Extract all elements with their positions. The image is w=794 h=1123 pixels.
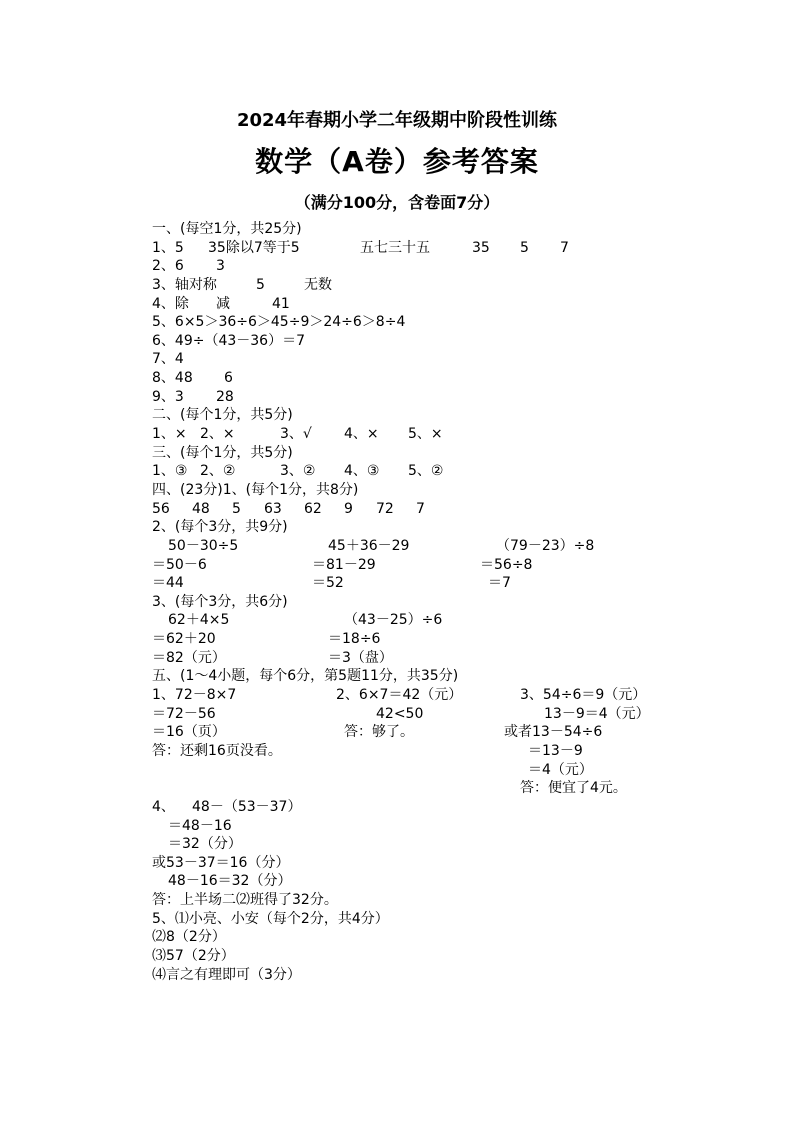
answer-text: 4、 <box>152 798 175 815</box>
answer-text: 4、除 <box>152 295 189 312</box>
answer-text: ＝52 <box>312 575 344 592</box>
answer-text: 9、3 <box>152 388 184 405</box>
answer-text: 3、54÷6＝9（元） <box>520 687 647 704</box>
answer-line <box>152 854 712 873</box>
answer-line <box>152 835 712 854</box>
answer-text: 2、6 <box>152 258 184 275</box>
answer-text: 6、49÷（43－36）＝7 <box>152 332 305 349</box>
answer-text: ＝56÷8 <box>480 556 533 573</box>
answer-line <box>152 891 712 910</box>
answer-line <box>152 425 712 444</box>
answer-line <box>152 723 712 742</box>
answer-text: 41 <box>272 295 290 312</box>
answer-line <box>152 966 712 985</box>
answer-line <box>152 481 712 500</box>
answer-text: ＝3（盘） <box>328 649 393 666</box>
answer-line <box>152 220 712 239</box>
answer-text: 1、72－8×7 <box>152 687 237 704</box>
answer-line <box>152 817 712 836</box>
answer-line <box>152 705 712 724</box>
answer-text: 35 <box>472 239 490 256</box>
answer-text: 二、(每个1分，共5分) <box>152 407 293 424</box>
answer-text: 35除以7等于5 <box>208 239 300 256</box>
answer-text: （79－23）÷8 <box>496 537 595 554</box>
answer-text: ⑶57（2分） <box>152 947 235 964</box>
answer-text: ＝62＋20 <box>152 631 216 648</box>
answer-text: 答：还剩16页没看。 <box>152 742 282 759</box>
answer-text: 5、② <box>408 463 444 480</box>
answer-text: 2、6×7＝42（元） <box>336 687 463 704</box>
answer-text: 28 <box>216 388 234 405</box>
answer-line <box>152 611 712 630</box>
answer-line <box>152 742 712 761</box>
answer-text: 6 <box>224 370 233 387</box>
answer-text: 五七三十五 <box>360 239 430 256</box>
answer-text: 2、× <box>200 426 235 443</box>
answer-text: 5、⑴小亮、小安（每个2分，共4分） <box>152 910 389 927</box>
answer-line <box>152 518 712 537</box>
answer-text: 3、轴对称 <box>152 276 217 293</box>
answer-text: 8、48 <box>152 370 193 387</box>
answer-text: 1、③ <box>152 463 188 480</box>
answer-text: 一、(每空1分，共25分) <box>152 221 302 237</box>
answer-text: ⑷言之有理即可（3分） <box>152 966 301 983</box>
answer-text: 42<50 <box>376 705 424 722</box>
answer-text: 或53－37＝16（分） <box>152 854 290 871</box>
answer-text: ＝32（分） <box>168 836 242 853</box>
answer-body <box>152 220 712 984</box>
answer-text: 答：上半场二⑵班得了32分。 <box>152 892 338 909</box>
answer-text: ＝4（元） <box>528 761 593 778</box>
answer-line <box>152 295 712 314</box>
answer-text: 四、(23分)1、(每个1分，共8分) <box>152 481 359 498</box>
answer-text: ＝7 <box>488 575 511 592</box>
answer-line <box>152 761 712 780</box>
answer-line <box>152 649 712 668</box>
answer-line <box>152 593 712 612</box>
answer-line <box>152 928 712 947</box>
answer-text: 答：便宜了4元。 <box>520 780 627 797</box>
answer-text: 5、× <box>408 426 443 443</box>
answer-line <box>152 574 712 593</box>
answer-text: 答：够了。 <box>344 724 414 741</box>
answer-line <box>152 239 712 258</box>
answer-line <box>152 369 712 388</box>
answer-text: 或者13－54÷6 <box>504 724 603 741</box>
answer-line <box>152 686 712 705</box>
answer-text: ＝50－6 <box>152 556 207 573</box>
answer-text: 4、× <box>344 426 379 443</box>
answer-text: 1、× <box>152 426 187 443</box>
answer-line <box>152 350 712 369</box>
answer-line <box>152 872 712 891</box>
answer-text: ＝13－9 <box>528 742 583 759</box>
answer-text: 1、5 <box>152 239 184 256</box>
answer-line <box>152 257 712 276</box>
answer-line <box>152 462 712 481</box>
answer-text: 7、4 <box>152 351 184 368</box>
answer-line <box>152 630 712 649</box>
answer-text: 72 <box>376 500 394 517</box>
answer-line <box>152 406 712 425</box>
answer-text: 5 <box>232 500 241 517</box>
answer-text: 50－30÷5 <box>168 537 239 554</box>
answer-text: ＝18÷6 <box>328 631 381 648</box>
exam-title: 2024年春期小学二年级期中阶段性训练 <box>236 110 558 131</box>
score-note: （满分100分，含卷面7分） <box>294 193 500 212</box>
answer-text: 48－（53－37） <box>192 798 302 815</box>
answer-line <box>152 313 712 332</box>
answer-line <box>152 910 712 929</box>
answer-line <box>152 556 712 575</box>
answer-text: 62 <box>304 500 322 517</box>
answer-line <box>152 667 712 686</box>
answer-line <box>152 798 712 817</box>
answer-text: ＝48－16 <box>168 817 232 834</box>
answer-line <box>152 537 712 556</box>
answer-text: 4、③ <box>344 463 380 480</box>
answer-text: 3、√ <box>280 426 312 443</box>
answer-text: 3、(每个3分，共6分) <box>152 593 288 610</box>
answer-text: 5 <box>256 276 265 293</box>
answer-text: 三、(每个1分，共5分) <box>152 444 293 461</box>
answer-line <box>152 444 712 463</box>
answer-text: 减 <box>216 295 230 312</box>
answer-line <box>152 388 712 407</box>
answer-text: 五、(1～4小题，每个6分，第5题11分，共35分) <box>152 668 459 685</box>
answer-text: 2、② <box>200 463 236 480</box>
answer-text: 48 <box>192 500 210 517</box>
answer-text: ＝81－29 <box>312 556 376 573</box>
answer-text: 3、② <box>280 463 316 480</box>
answer-text: ⑵8（2分） <box>152 929 226 946</box>
answer-text: ＝82（元） <box>152 649 226 666</box>
answer-text: ＝16（页） <box>152 724 226 741</box>
answer-text: ＝44 <box>152 575 184 592</box>
answer-text: 7 <box>416 500 425 517</box>
answer-line <box>152 276 712 295</box>
answer-text: 9 <box>344 500 353 517</box>
answer-text: ＝72－56 <box>152 705 216 722</box>
answer-text: 13－9＝4（元） <box>544 705 650 722</box>
answer-text: 5 <box>520 239 529 256</box>
answer-text: （43－25）÷6 <box>344 612 443 629</box>
answer-line <box>152 332 712 351</box>
answer-key-title: 数学（A卷）参考答案 <box>255 145 539 178</box>
answer-text: 45＋36－29 <box>328 537 410 554</box>
answer-text: 2、(每个3分，共9分) <box>152 519 288 536</box>
answer-text: 7 <box>560 239 569 256</box>
answer-text: 48－16＝32（分） <box>168 873 292 890</box>
answer-text: 5、6×5＞36÷6＞45÷9＞24÷6＞8÷4 <box>152 314 406 331</box>
answer-text: 62＋4×5 <box>168 612 230 629</box>
answer-text: 无数 <box>304 276 332 293</box>
answer-line <box>152 947 712 966</box>
answer-text: 63 <box>264 500 282 517</box>
answer-text: 56 <box>152 500 170 517</box>
answer-line <box>152 779 712 798</box>
answer-line <box>152 500 712 519</box>
answer-text: 3 <box>216 258 225 275</box>
